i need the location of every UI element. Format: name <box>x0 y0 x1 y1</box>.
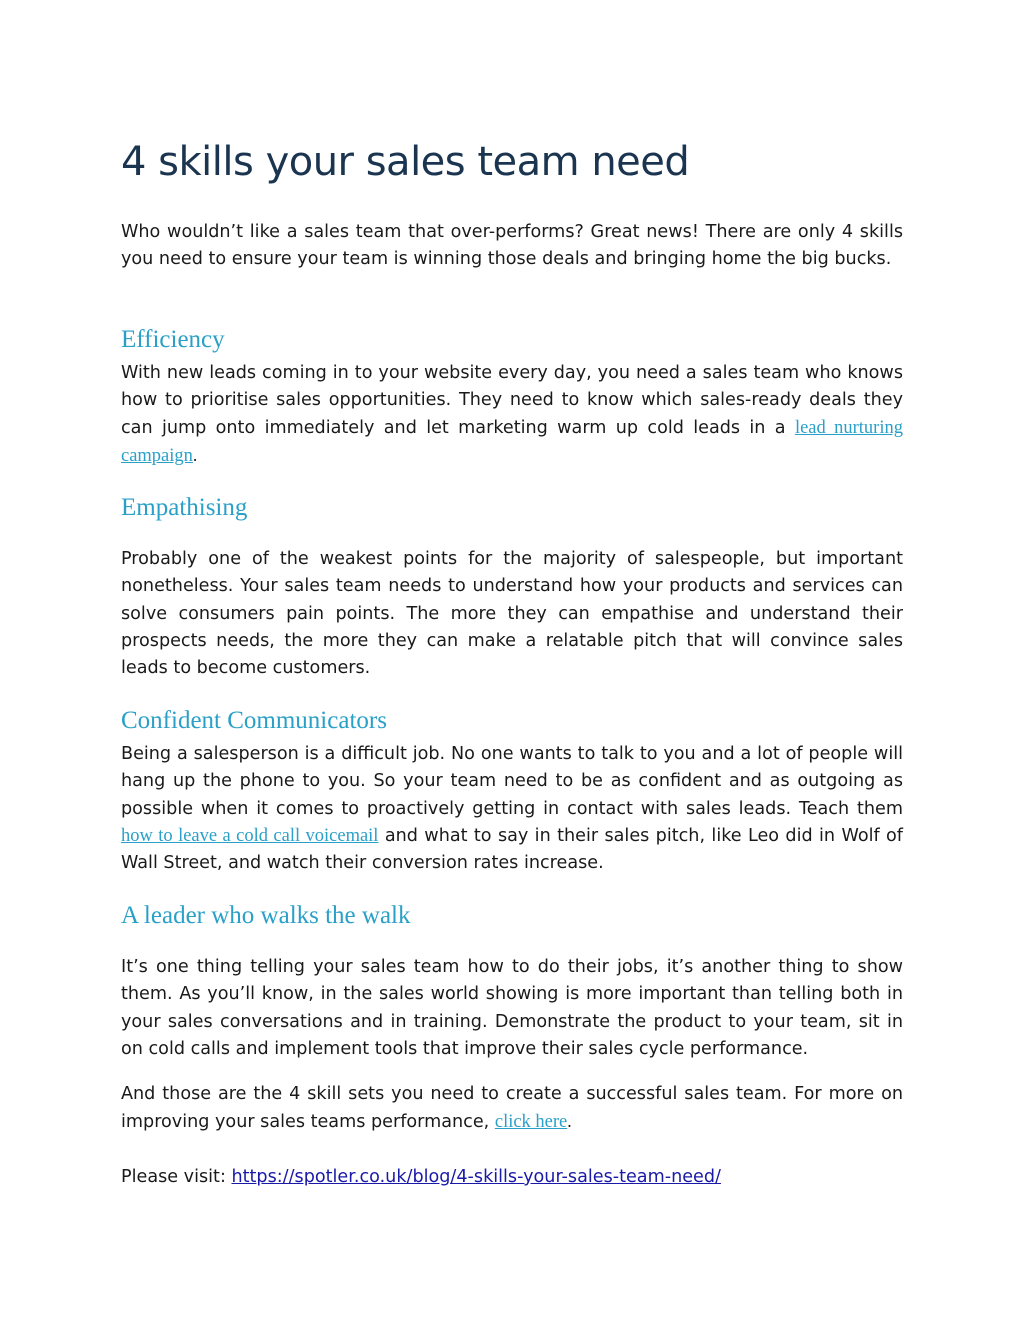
closing-text: And those are the 4 skill sets you need to create a successful sales team. For more on improving your sales teams performance, <box>121 1084 903 1133</box>
efficiency-paragraph <box>121 360 903 470</box>
heading-empathising: Empathising <box>121 494 248 521</box>
click-here-link[interactable]: click here <box>494 1112 568 1133</box>
heading-leader: A leader who walks the walk <box>121 902 411 929</box>
visit-paragraph <box>121 1164 903 1191</box>
communicators-text-end: and what to say in their sales pitch, like Leo did in Wolf of Wall Street, and watch their conversion rates increase. <box>121 825 903 874</box>
page-title: 4 skills your sales team need <box>121 139 690 185</box>
heading-confident-communicators: Confident Communicators <box>121 707 387 734</box>
lead-nurturing-campaign-link[interactable]: lead nurturing campaign <box>121 417 903 466</box>
efficiency-text: With new leads coming in to your website every day, you need a sales team who knows how to prioritise sales opportunities. They need to know which sales-ready deals they can jump onto immediately and let marketing warm up cold leads in a <box>121 363 903 438</box>
source-url-link[interactable]: https://spotler.co.uk/blog/4-skills-your-sales-team-need/ <box>231 1167 721 1187</box>
heading-efficiency: Efficiency <box>121 326 225 353</box>
leader-paragraph: It’s one thing telling your sales team how to do their jobs, it’s another thing to show them. As you’ll know, in the sales world showing is more important than telling both in your sales conversations and in training. Demonstrate the product to your team, sit in on cold calls and implement tools that improve their sales cycle performance. <box>121 957 903 1059</box>
confident-communicators-paragraph <box>121 741 903 877</box>
empathising-paragraph: Probably one of the weakest points for the majority of salespeople, but important nonetheless. Your sales team needs to understand how your products and services can solve consumers pain points. The more they can empathise and understand their prospects needs, the more they can make a relatable pitch that will convince sales leads to become customers. <box>121 549 903 679</box>
closing-paragraph <box>121 1081 903 1137</box>
cold-call-voicemail-link[interactable]: how to leave a cold call voicemail <box>121 825 379 846</box>
intro-paragraph: Who wouldn’t like a sales team that over-performs? Great news! There are only 4 skills you need to ensure your team is winning those deals and bringing home the big bucks. <box>121 222 903 270</box>
visit-label: Please visit: <box>121 1167 232 1187</box>
efficiency-text-end: . <box>192 444 198 465</box>
communicators-text: Being a salesperson is a difficult job. No one wants to talk to you and a lot of people will hang up the phone to you. So your team need to be as confident and as outgoing as possible when it comes to proactively getting in contact with sales leads. Teach them <box>121 744 903 819</box>
closing-text-end: . <box>567 1111 572 1132</box>
